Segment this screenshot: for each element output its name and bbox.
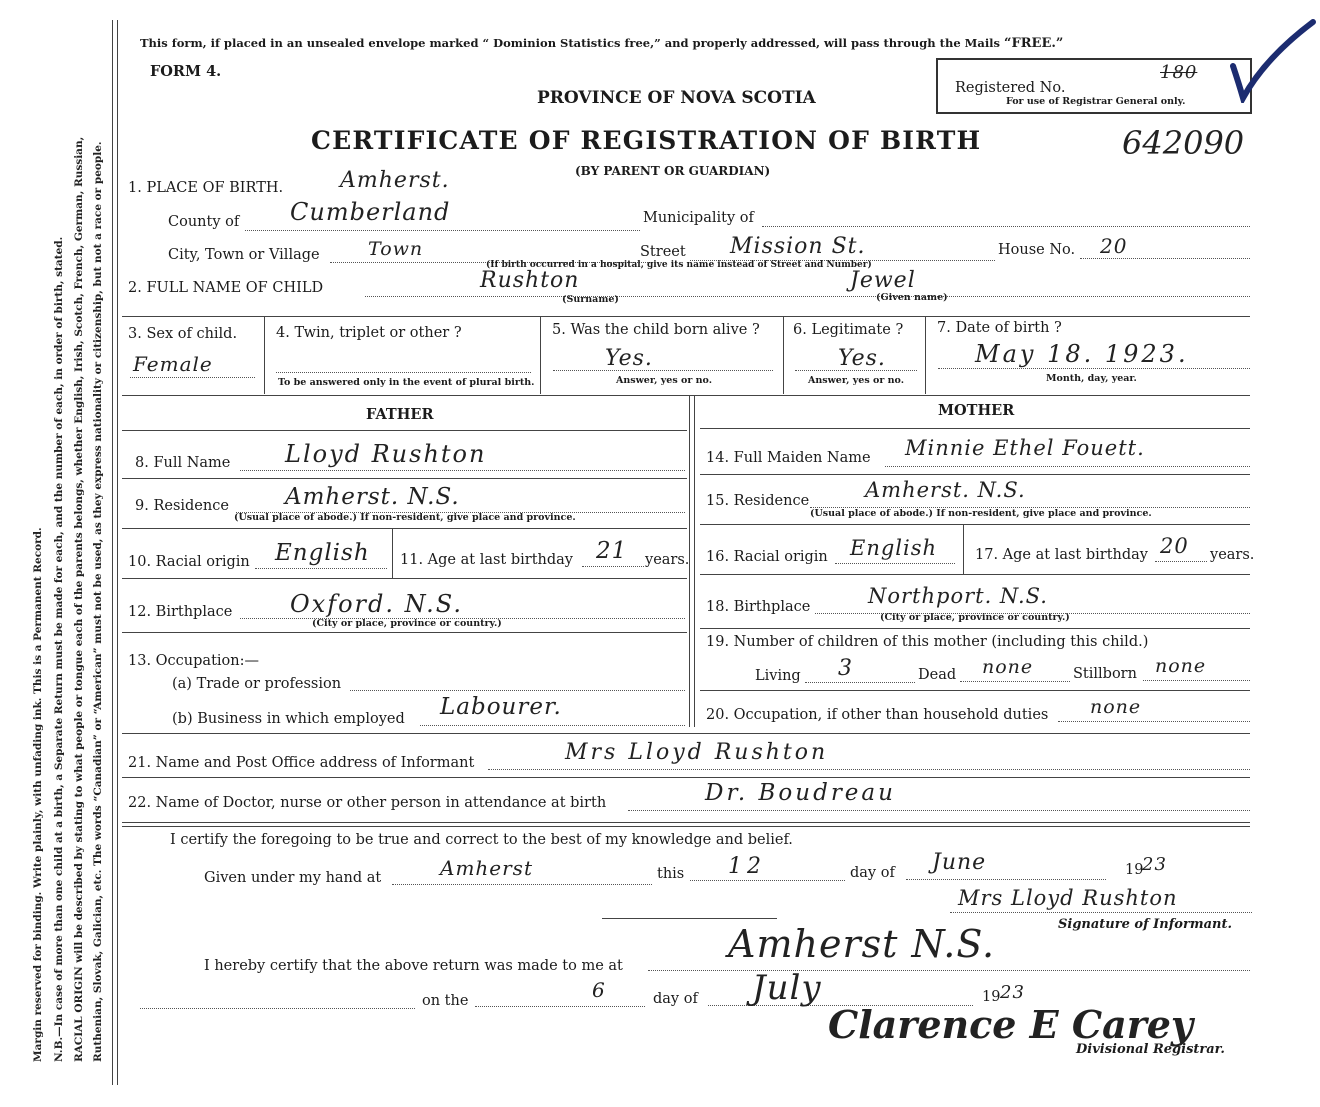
margin-note-binding: Margin reserved for binding. Write plainly, with unfading ink. This is a Permanent Record. (32, 527, 44, 1062)
registrar-signature: Clarence E Carey (828, 1002, 1194, 1047)
occupation-label: 13. Occupation:— (128, 653, 259, 669)
mother-name-value: Minnie Ethel Fouett. (905, 436, 1145, 460)
province-heading: PROVINCE OF NOVA SCOTIA (537, 88, 816, 108)
mother-birthplace-value: Northport. N.S. (868, 584, 1048, 608)
father-heading: FATHER (366, 406, 434, 423)
received-month-value: July (752, 968, 822, 1008)
born-alive-label: 5. Was the child born alive ? (552, 322, 760, 338)
informant-label: 21. Name and Post Office address of Informant (128, 755, 475, 771)
father-birthplace-label: 12. Birthplace (128, 604, 233, 620)
children-count-label: 19. Number of children of this mother (including this child.) (706, 634, 1149, 650)
given-day-value: 12 (728, 854, 766, 879)
child-surname-value: Rushton (480, 268, 580, 293)
municipality-label: Municipality of (643, 210, 754, 226)
margin-note-racial-origin: RACIAL ORIGIN will be described by stating to what people or tongue each of the parents belongs, whether English, Irish, Scotch, French, German, Russian, (73, 136, 85, 1062)
mother-name-label: 14. Full Maiden Name (706, 450, 871, 466)
margin-note-multiple-births: N.B.—In case of more than one child at a birth, a Separate Return must be made for each, and the number of each, in order of birth, stated. (53, 236, 65, 1062)
mother-residence-value: Amherst. N.S. (865, 478, 1026, 502)
living-label: Living (755, 668, 801, 684)
given-at-value: Amherst (440, 856, 533, 880)
father-birthplace-value: Oxford. N.S. (290, 590, 463, 618)
street-value: Mission St. (730, 234, 866, 259)
mother-occupation-value: none (1090, 696, 1142, 718)
given-year-prefix: 19 (1125, 862, 1144, 878)
father-age-value: 21 (596, 538, 628, 564)
certify-statement: I certify the foregoing to be true and correct to the best of my knowledge and belief. (170, 832, 793, 848)
mother-racial-value: English (850, 536, 938, 560)
received-year-prefix: 19 (982, 989, 1001, 1005)
dead-value: none (982, 656, 1034, 678)
page-subtitle: (BY PARENT OR GUARDIAN) (575, 164, 771, 178)
signature-informant-label: Signature of Informant. (1058, 917, 1232, 932)
father-residence-value: Amherst. N.S. (285, 484, 460, 510)
mother-heading: MOTHER (938, 402, 1015, 419)
living-value: 3 (838, 656, 853, 681)
born-alive-note: Answer, yes or no. (616, 375, 713, 386)
father-residence-label: 9. Residence (135, 498, 229, 514)
legitimate-value: Yes. (838, 346, 886, 371)
child-given-name-value: Jewel (850, 268, 916, 293)
doctor-value: Dr. Boudreau (705, 780, 896, 806)
mother-occupation-label: 20. Occupation, if other than household duties (706, 707, 1049, 723)
this-label: this (657, 866, 685, 882)
father-racial-label: 10. Racial origin (128, 554, 250, 570)
mother-residence-label: 15. Residence (706, 493, 810, 509)
full-name-label: 2. FULL NAME OF CHILD (128, 280, 324, 296)
mother-birthplace-label: 18. Birthplace (706, 599, 811, 615)
received-at-value: Amherst N.S. (728, 922, 996, 966)
dead-label: Dead (918, 667, 957, 683)
twin-note: To be answered only in the event of plural birth. (278, 377, 535, 388)
registered-label: Registered No. (955, 80, 1066, 96)
dob-value: May 18. 1923. (975, 340, 1189, 368)
father-years-label: years. (645, 552, 690, 568)
father-abode-note: (Usual place of abode.) If non-resident, give place and province. (234, 512, 576, 523)
place-of-birth-value: Amherst. (340, 168, 450, 193)
born-alive-value: Yes. (605, 346, 653, 371)
sex-value: Female (133, 352, 213, 376)
doctor-label: 22. Name of Doctor, nurse or other person in attendance at birth (128, 795, 607, 811)
check-mark-icon (1225, 18, 1320, 103)
received-day-value: 6 (592, 978, 606, 1002)
informant-value: Mrs Lloyd Rushton (565, 740, 829, 765)
dob-note: Month, day, year. (1046, 373, 1137, 384)
mother-age-value: 20 (1160, 534, 1189, 558)
county-value: Cumberland (290, 198, 451, 226)
mother-place-note: (City or place, province or country.) (880, 612, 1070, 623)
mother-years-label: years. (1210, 547, 1255, 563)
mail-notice: This form, if placed in an unsealed envelope marked “ Dominion Statistics free,” and properly addressed, will pass through the Mails “FREE.” (140, 36, 1064, 51)
informant-signature: Mrs Lloyd Rushton (958, 886, 1178, 910)
county-label: County of (168, 214, 240, 230)
hospital-note: (If birth occurred in a hospital, give its name instead of Street and Number) (486, 260, 872, 270)
street-label: Street (640, 244, 686, 260)
day-of-label: day of (850, 865, 895, 881)
binding-line (112, 20, 113, 1085)
legitimate-label: 6. Legitimate ? (793, 322, 904, 338)
mother-abode-note: (Usual place of abode.) If non-resident, give place and province. (810, 508, 1152, 519)
registered-number-box (936, 58, 1252, 114)
margin-note-racial-origin-cont: Ruthenian, Slovak, Galician, etc. The words “Canadian” or “American” must not be used, as they express nationality or citizenship, but not a race or people. (92, 141, 104, 1062)
father-racial-value: English (275, 540, 370, 566)
received-year-value: 23 (1000, 982, 1025, 1003)
binding-line (117, 20, 118, 1085)
day-of-label-2: day of (653, 991, 698, 1007)
page-title: CERTIFICATE OF REGISTRATION OF BIRTH (311, 126, 982, 155)
given-month-value: June (932, 850, 987, 875)
registered-value: 180 (1160, 62, 1198, 83)
stillborn-value: none (1155, 655, 1207, 677)
on-the-label: on the (422, 993, 469, 1009)
business-value: Labourer. (440, 694, 562, 720)
stillborn-label: Stillborn (1073, 666, 1137, 682)
father-name-label: 8. Full Name (135, 455, 231, 471)
city-label: City, Town or Village (168, 247, 320, 263)
given-hand-label: Given under my hand at (204, 870, 382, 886)
mother-racial-label: 16. Racial origin (706, 549, 828, 565)
father-age-label: 11. Age at last birthday (400, 552, 573, 568)
trade-label: (a) Trade or profession (172, 676, 342, 692)
form-number: FORM 4. (150, 63, 222, 80)
sex-label: 3. Sex of child. (128, 326, 238, 342)
certify-return-label: I hereby certify that the above return was made to me at (204, 958, 623, 974)
legitimate-note: Answer, yes or no. (808, 375, 905, 386)
business-label: (b) Business in which employed (172, 711, 405, 727)
given-name-note: (Given name) (876, 292, 948, 303)
father-place-note: (City or place, province or country.) (312, 618, 502, 629)
mother-age-label: 17. Age at last birthday (975, 547, 1148, 563)
divisional-registrar-label: Divisional Registrar. (1076, 1042, 1225, 1057)
surname-note: (Surname) (562, 294, 619, 305)
city-value: Town (368, 238, 424, 260)
registered-note: For use of Registrar General only. (1006, 96, 1186, 107)
father-name-value: Lloyd Rushton (285, 440, 487, 468)
registration-number: 642090 (1122, 124, 1245, 162)
house-no-value: 20 (1100, 234, 1128, 258)
dob-label: 7. Date of birth ? (937, 320, 1062, 336)
house-no-label: House No. (998, 242, 1076, 258)
twin-label: 4. Twin, triplet or other ? (276, 325, 462, 341)
given-year-value: 23 (1142, 854, 1167, 875)
place-of-birth-label: 1. PLACE OF BIRTH. (128, 180, 284, 196)
